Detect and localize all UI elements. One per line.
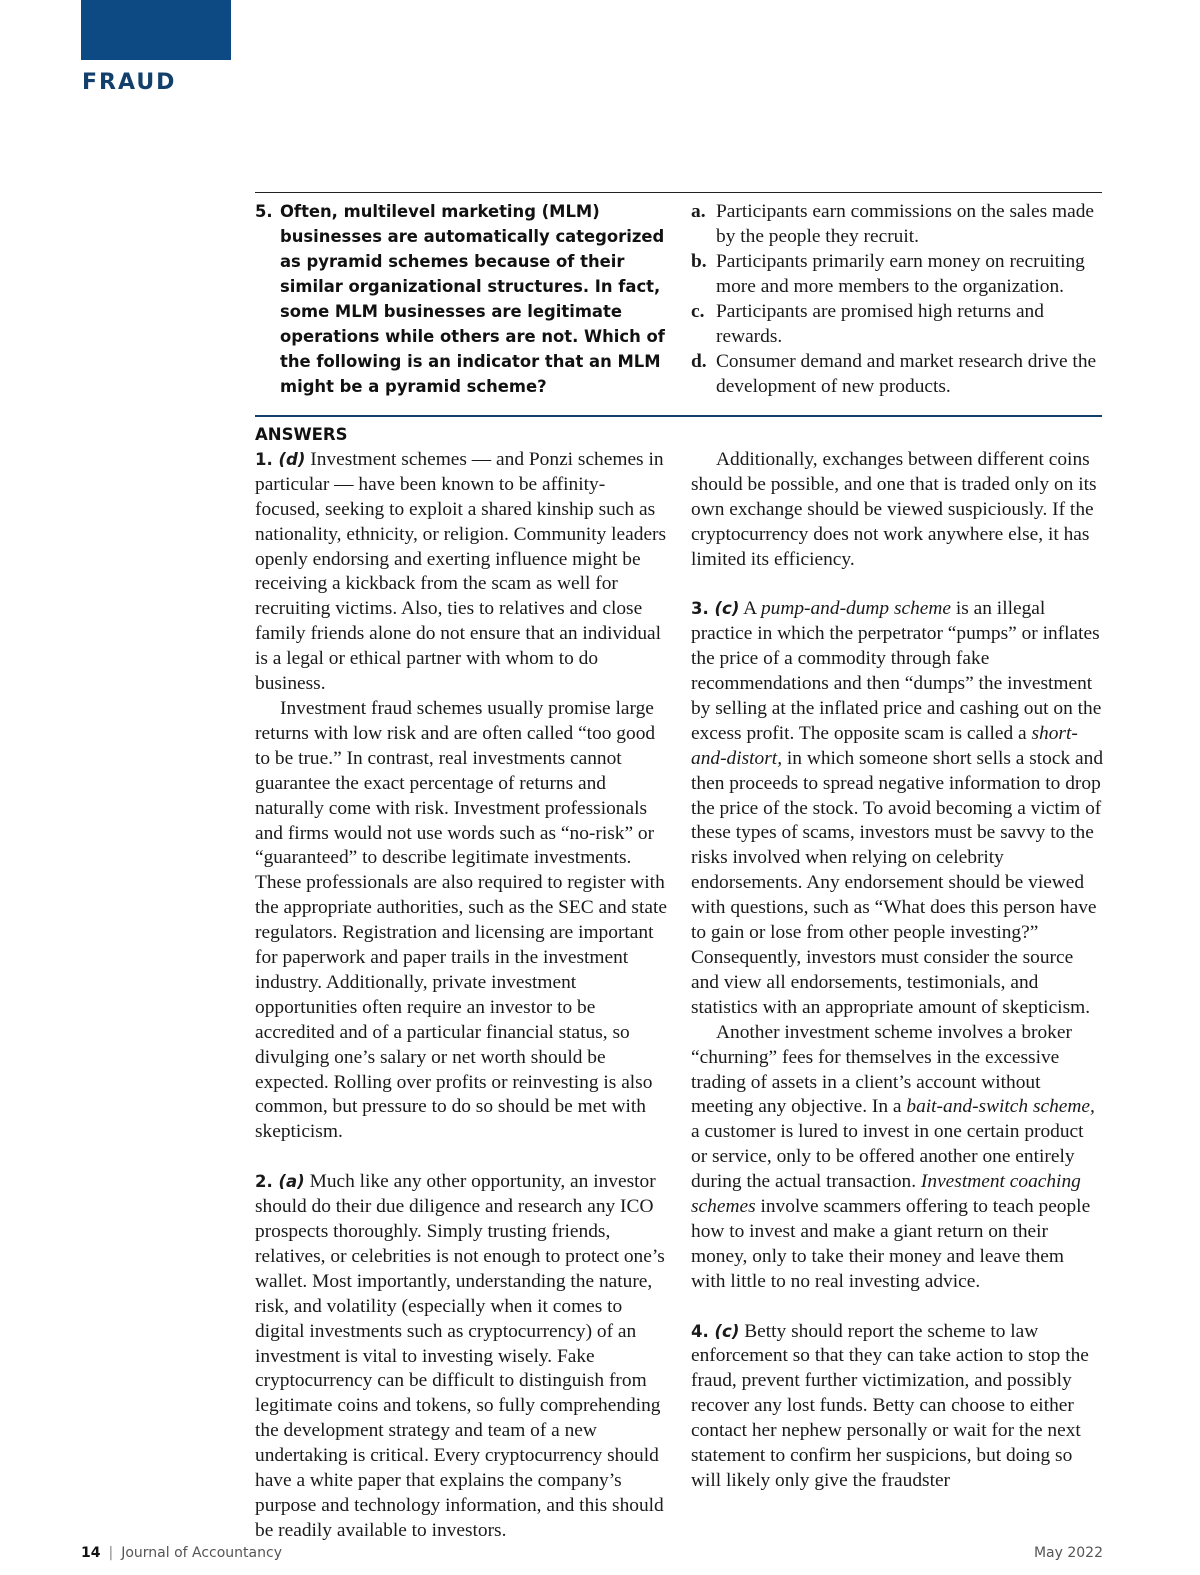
answers-divider-rule	[255, 415, 1102, 417]
header-accent-block	[81, 0, 231, 60]
answer-1-paragraph: 1. (d) Investment schemes — and Ponzi schemes in particular — have been known to be affinity-focused, seeking to exploit a shared kinship such as nationality, ethnicity, or religion. Community leaders openly endorsing and exerting influence might be receiving a kickback from the scam as well for recruiting victims. Also, ties to relatives and close family friends alone do not ensure that an individual is a legal or ethical partner with whom to do business.	[255, 448, 667, 695]
option-a	[691, 199, 1103, 249]
option-text: Consumer demand and market research drive the development of new products.	[716, 351, 1097, 397]
answer-4-label: 4. (c)	[691, 1321, 740, 1341]
option-text: Participants earn commissions on the sales made by the people they recruit.	[716, 201, 1095, 247]
answer-3-label: 3. (c)	[691, 599, 740, 619]
question-text: Often, multilevel marketing (MLM) businesses are automatically categorized as pyramid schemes because of their similar organizational structures. In fact, some MLM businesses are legitimate operations while others are not. Which of the following is an indicator that an MLM might be a pyramid scheme?	[280, 202, 665, 396]
option-c	[691, 299, 1103, 349]
option-text: Participants primarily earn money on recruiting more and more members to the organization.	[716, 251, 1085, 297]
answer-1-paragraph-2: Investment fraud schemes usually promise large returns with low risk and are often called “too good to be true.” In contrast, real investments cannot guarantee the exact percentage of returns and naturally come with risk. Investment professionals and firms would not use words such as “no-risk” or “guaranteed” to describe legitimate investments. These professionals are also required to register with the appropriate authorities, such as the SEC and state regulators. Registration and licensing are important for paperwork and paper trails in the investment industry. Additionally, private investment opportunities often require an investor to be accredited and of a particular financial status, so divulging one’s salary or net worth should be expected. Rolling over profits or reinvesting is also common, but pressure to do so should be met with skepticism.	[255, 697, 667, 1143]
publication-name: Journal of Accountancy	[121, 1545, 282, 1561]
answer-1-label: 1. (d)	[255, 449, 306, 469]
answers-left-column	[255, 423, 667, 1544]
term-bait-and-switch: bait-and-switch scheme,	[906, 1096, 1095, 1118]
answer-4-paragraph: 4. (c) Betty should report the scheme to law enforcement so that they can take action to stop the fraud, prevent further victimization, and possibly recover any lost funds. Betty can choose to either contact her nephew personally or wait for the next statement to confirm her suspicions, but doing so will likely only give the fraudster	[691, 1320, 1089, 1492]
section-label: FRAUD	[82, 70, 177, 95]
option-b	[691, 249, 1103, 299]
answers-right-column	[691, 423, 1103, 1494]
issue-date: May 2022	[1033, 1545, 1103, 1561]
answer-2-paragraph-2: Additionally, exchanges between different coins should be possible, and one that is traded only on its own exchange should be viewed suspiciously. If the cryptocurrency does not work anywhere else, it has limited its efficiency.	[691, 448, 1097, 570]
option-letter: a.	[691, 201, 706, 222]
option-letter: d.	[691, 351, 707, 372]
option-letter: b.	[691, 251, 707, 272]
answer-options	[691, 199, 1103, 399]
option-text: Participants are promised high returns and rewards.	[716, 301, 1044, 347]
answer-3-paragraph-2: Another investment scheme involves a broker “churning” fees for themselves in the excessive trading of assets in a client’s account without meeting any objective. In a bait-and-switch scheme, a customer is lured to invest in one certain product or service, only to be offered another one entirely during the actual transaction. Investment coaching schemes involve scammers offering to teach people how to invest and make a giant return on their money, only to take their money and leave them with little to no real investing advice.	[691, 1021, 1095, 1292]
page-footer	[81, 1545, 1103, 1567]
option-letter: c.	[691, 301, 705, 322]
question-top-rule	[255, 192, 1102, 193]
page-number: 14	[81, 1545, 101, 1561]
term-short-and-distort: short-and-distort,	[691, 722, 1078, 769]
answer-2-paragraph: 2. (a) Much like any other opportunity, an investor should do their due diligence and research any ICO prospects thoroughly. Simply trusting friends, relatives, or celebrities is not enough to protect one’s wallet. Most importantly, understanding the nature, risk, and volatility (especially when it comes to digital investments such as cryptocurrency) of an investment is vital to investing wisely. Fake cryptocurrency can be difficult to distinguish from legitimate coins and tokens, so fully comprehending the development strategy and team of a new undertaking is critical. Every cryptocurrency should have a white paper that explains the company’s purpose and technology information, and this should be readily available to investors.	[255, 1171, 665, 1541]
term-pump-and-dump: pump-and-dump scheme	[760, 598, 952, 620]
option-d	[691, 349, 1103, 399]
footer-separator: |	[108, 1545, 114, 1561]
question-number: 5.	[255, 202, 273, 221]
answer-2-label: 2. (a)	[255, 1172, 305, 1192]
question-block	[255, 199, 665, 399]
term-investment-coaching: Investment coaching schemes	[691, 1171, 1081, 1218]
answers-heading: ANSWERS	[255, 425, 348, 444]
answer-3-paragraph: 3. (c) A pump-and-dump scheme is an illegal practice in which the perpetrator “pumps” or inflates the price of a commodity through fake recommendations and then “dumps” the investment by selling at the inflated price and cashing out on the excess profit. The opposite scam is called a short-and-distort, in which someone short sells a stock and then proceeds to spread negative information to drop the price of the stock. To avoid becoming a victim of these types of scams, investors must be savvy to the risks involved when relying on celebrity endorsements. Any endorsement should be viewed with questions, such as “What does this person have to gain or lose from other people investing?” Consequently, investors must consider the source and view all endorsements, testimonials, and statistics with an appropriate amount of skepticism.	[691, 598, 1104, 1018]
